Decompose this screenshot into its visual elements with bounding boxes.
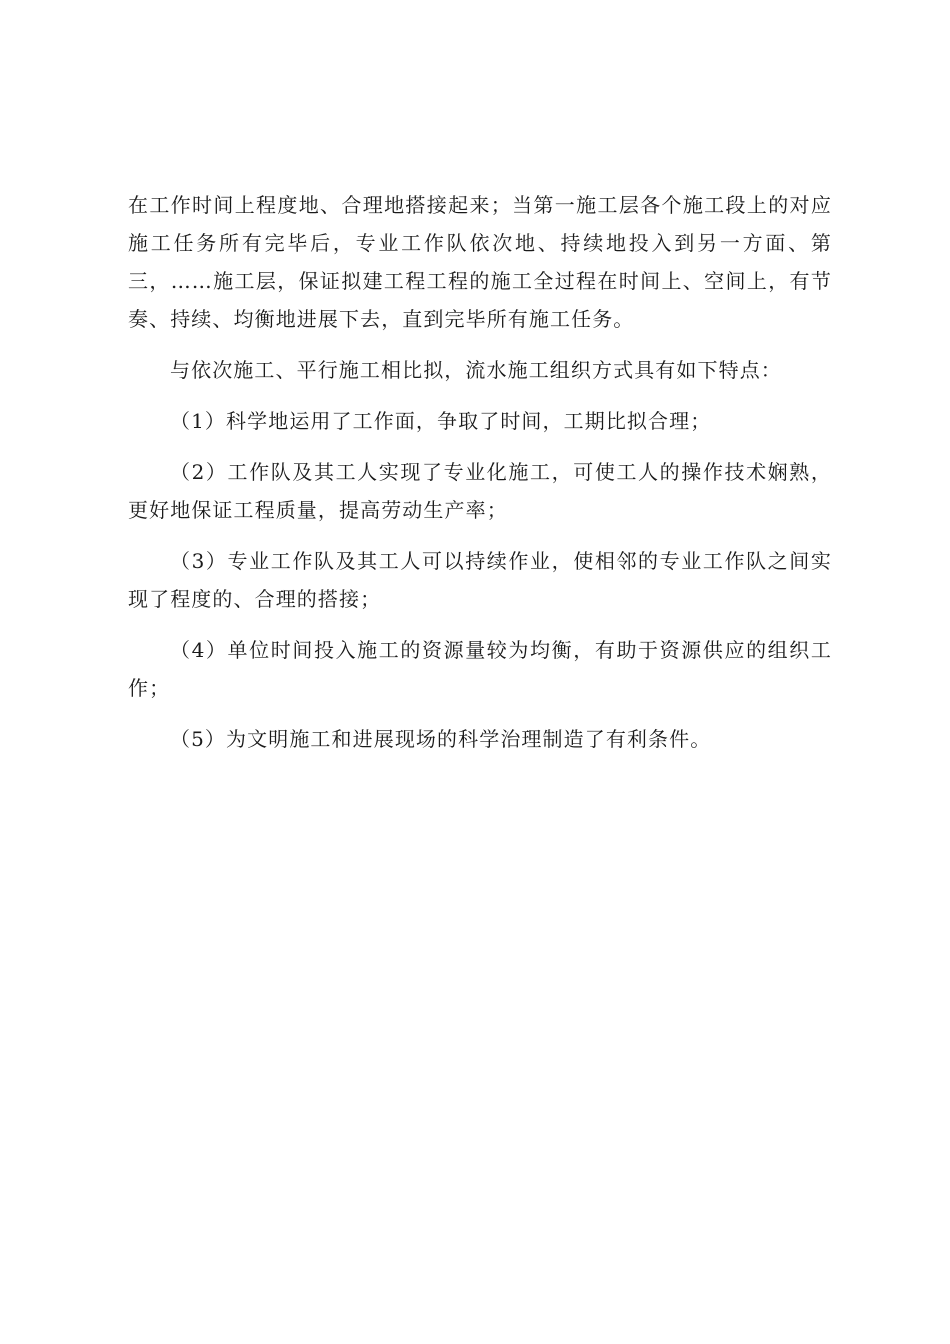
paragraph-continuation: 在工作时间上程度地、合理地搭接起来；当第一施工层各个施工段上的对应施工任务所有完毕后，专业工作队依次地、持续地投入到另一方面、第三，……施工层，保证拟建工程工程的施工全过程在时间上、空间上，有节奏、持续、均衡地进展下去，直到完毕所有施工任务。: [128, 193, 832, 331]
list-item-3: （3）专业工作队及其工人可以持续作业，使相邻的专业工作队之间实现了程度的、合理的搭接；: [128, 549, 832, 611]
list-item-5: （5）为文明施工和进展现场的科学治理制造了有利条件。: [170, 727, 712, 751]
list-item-2: （2）工作队及其工人实现了专业化施工，可使工人的操作技术娴熟，更好地保证工程质量，提高劳动生产率；: [128, 460, 832, 522]
list-item-4: （4）单位时间投入施工的资源量较为均衡，有助于资源供应的组织工作；: [128, 638, 832, 700]
paragraph-features-intro: 与依次施工、平行施工相比拟，流水施工组织方式具有如下特点：: [170, 358, 782, 382]
document-body: [128, 186, 832, 771]
list-item-1: （1）科学地运用了工作面，争取了时间，工期比拟合理；: [170, 409, 712, 433]
